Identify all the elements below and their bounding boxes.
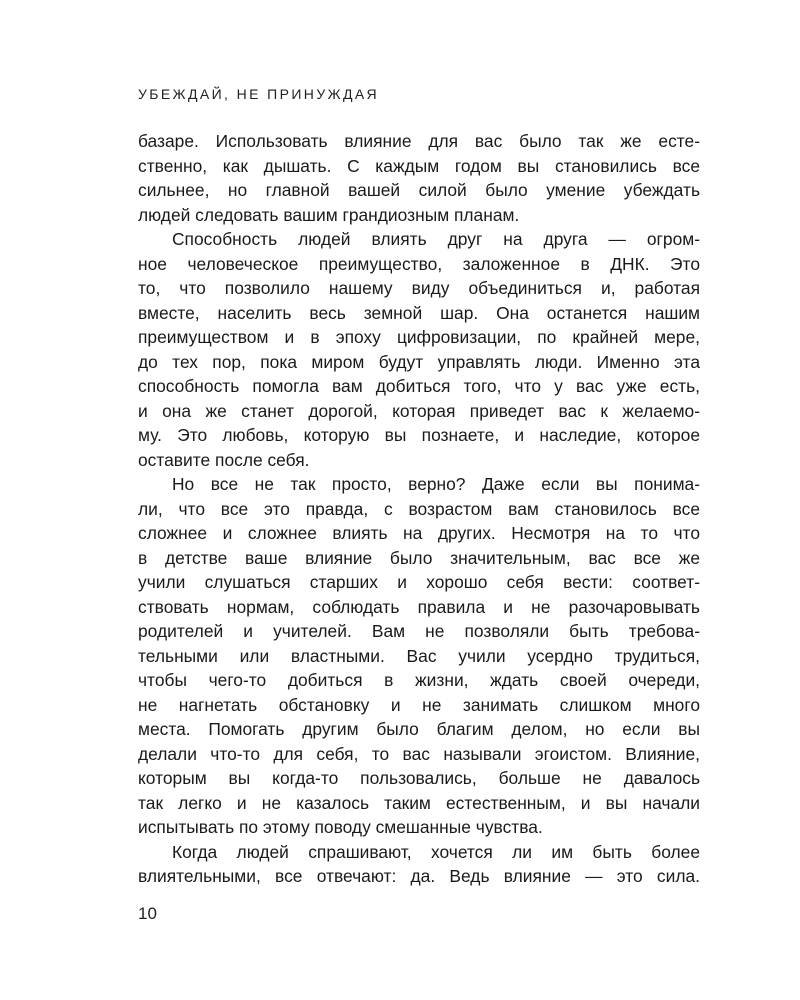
text-line: так легко и не казалось таким естественным, и вы начали <box>138 792 700 813</box>
text-line: способность помогла вам добиться того, что у вас уже есть, <box>138 376 700 396</box>
text-line: тельными или властными. Вас учили усердно трудиться, <box>138 645 700 666</box>
text-line: сложнее и сложнее влиять на других. Несмотря на то что <box>138 523 700 543</box>
text-line: учили слушаться старших и хорошо себя вести: соответ- <box>138 572 700 592</box>
text-line: родителей и учителей. Вам не позволяли быть требова- <box>138 621 700 641</box>
text-line: которым вы когда-то пользовались, больше не давалось <box>138 768 700 788</box>
text-line: чтобы чего-то добиться в жизни, ждать своей очереди, <box>138 670 700 690</box>
running-head: УБЕЖДАЙ, НЕ ПРИНУЖДАЯ <box>138 86 380 102</box>
text-line: ствовать нормам, соблюдать правила и не разочаровывать <box>138 596 700 617</box>
text-line: ственно, как дышать. С каждым годом вы становились все <box>138 155 700 176</box>
text-line: влиятельными, все отвечают: да. Ведь влияние — это сила. <box>138 866 700 886</box>
text-line: оставите после себя. <box>138 449 310 470</box>
text-line: му. Это любовь, которую вы познаете, и наследие, которое <box>138 425 700 445</box>
text-line: ное человеческое преимущество, заложенное в ДНК. Это <box>138 253 700 274</box>
text-line: Когда людей спрашивают, хочется ли им быть более <box>172 841 700 862</box>
text-line: в детстве ваше влияние было значительным, вас все же <box>138 547 700 568</box>
text-line: ли, что все это правда, с возрастом вам становилось все <box>138 498 700 519</box>
text-line: Но все не так просто, верно? Даже если вы понима- <box>172 474 700 494</box>
text-line: базаре. Использовать влияние для вас было так же есте- <box>138 131 700 151</box>
text-line: до тех пор, пока миром будут управлять люди. Именно эта <box>138 351 700 372</box>
text-line: сильнее, но главной вашей силой было умение убеждать <box>138 180 700 200</box>
text-line: то, что позволило нашему виду объединиться и, работая <box>138 278 700 298</box>
text-line: делали что-то для себя, то вас называли эгоистом. Влияние, <box>138 743 700 764</box>
text-line: и она же станет дорогой, которая приведет вас к желаемо- <box>138 400 700 421</box>
text-line: места. Помогать другим было благим делом, но если вы <box>138 719 700 739</box>
body-text <box>138 129 700 889</box>
text-line: преимуществом и в эпоху цифровизации, по крайней мере, <box>138 327 700 347</box>
text-line: вместе, населить весь земной шар. Она останется нашим <box>138 302 700 323</box>
text-line: людей следовать вашим грандиозным планам. <box>138 204 520 225</box>
text-line: испытывать по этому поводу смешанные чувства. <box>138 817 543 837</box>
text-line: не нагнетать обстановку и не занимать слишком много <box>138 694 700 715</box>
text-line: Способность людей влиять друг на друга — огром- <box>172 229 700 249</box>
page-number: 10 <box>138 904 157 923</box>
